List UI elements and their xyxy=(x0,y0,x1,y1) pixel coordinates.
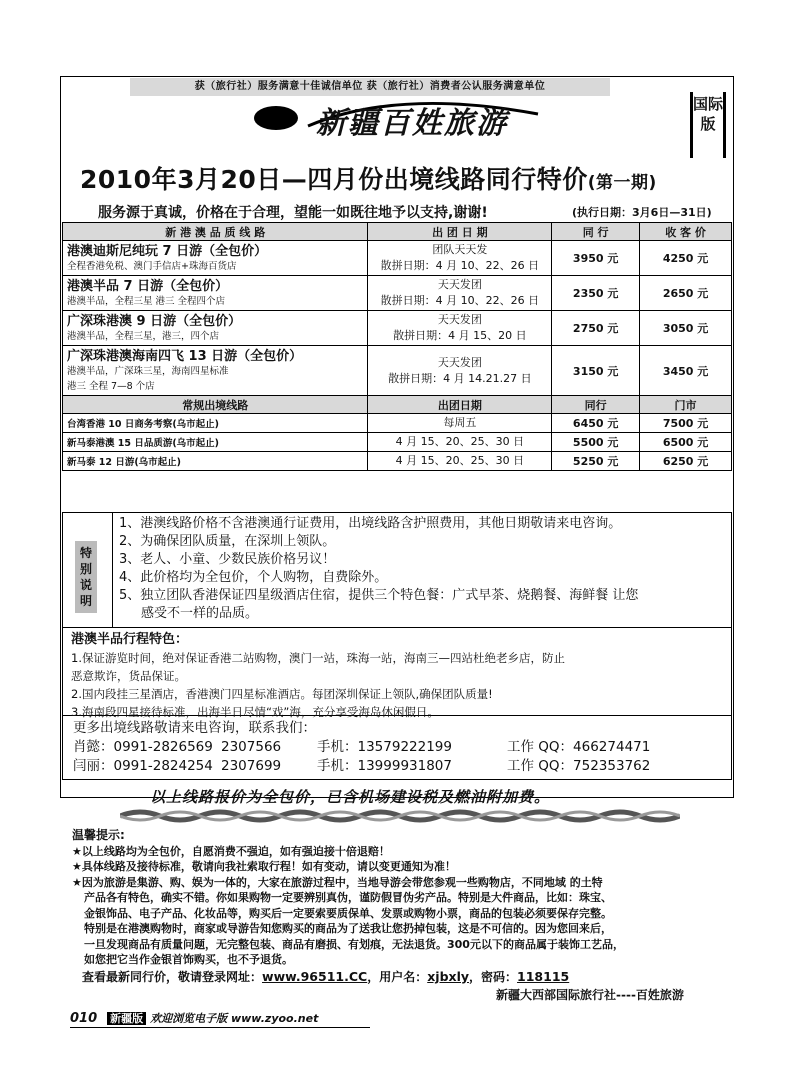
departure-dates: 4 月 15、20、25、30 日 xyxy=(368,452,552,471)
username-label: ，用户名： xyxy=(367,970,428,984)
col-header-route: 新 港 澳 品 质 线 路 xyxy=(63,223,368,241)
col-header-retail: 收 客 价 xyxy=(640,223,732,241)
route-detail: 港澳半品，广深珠三星，海南四星标准 xyxy=(67,366,229,377)
departure-dates: 散拼日期：4 月 10、22、26 日 xyxy=(380,259,540,272)
password-label: ，密码： xyxy=(469,970,518,984)
col-header-date: 出 团 日 期 xyxy=(368,223,552,241)
list-item: 1、港澳线路价格不含港澳通行证费用，出境线路含护照费用，其他日期敬请来电咨询。 xyxy=(119,516,622,531)
website-prefix: 查看最新同行价，敬请登录网址： xyxy=(82,970,263,984)
title-text: 2010年3月20日—四月份出境线路同行特价 xyxy=(80,165,588,194)
tip-line: 一旦发现商品有质量问题，无完整包装、商品有磨损、有划痕，无法退货。300元以下的商品属于装饰工艺品， xyxy=(84,937,624,951)
departure-dates: 4 月 15、20、25、30 日 xyxy=(368,433,552,452)
route-detail: 港澳半品，全程三星，港三，四个店 xyxy=(67,331,220,342)
page-footer xyxy=(70,1010,370,1028)
route-name: 港澳半品 7 日游（全包价） xyxy=(67,279,229,294)
retail-price: 4250 元 xyxy=(640,241,732,276)
edition-badge: 国际版 xyxy=(690,92,726,158)
departure-dates: 散拼日期：4 月 10、22、26 日 xyxy=(380,294,540,307)
logo-emblem-icon xyxy=(254,106,298,130)
list-item: 4、此价格均为全包价，个人购物，自费除外。 xyxy=(119,570,388,585)
feature-line: 2.国内段挂三星酒店，香港澳门四星标准酒店。每团深圳保证上领队,确保团队质量! xyxy=(71,687,493,701)
retail-price: 3050 元 xyxy=(640,311,732,346)
contact-mobile: 手机：13579222199 xyxy=(317,739,452,755)
logo-text: 新疆百姓旅游 xyxy=(316,106,508,141)
retail-price: 3450 元 xyxy=(640,346,732,396)
issue-number: (第一期) xyxy=(587,173,657,193)
contact-ext: 2307566 xyxy=(221,739,282,755)
contact-qq: 工作 QQ：466274471 xyxy=(507,739,651,755)
peer-price: 3150 元 xyxy=(552,346,640,396)
departure-dates: 散拼日期：4 月 14.21.27 日 xyxy=(388,371,532,385)
contact-ext: 2307699 xyxy=(221,758,282,774)
route-detail: 全程香港免税、澳门手信店+珠海百货店 xyxy=(67,261,237,272)
route-name: 广深珠港澳 9 日游（全包价） xyxy=(67,314,242,329)
table-row xyxy=(63,414,732,433)
departure-note: 天天发团 xyxy=(437,355,482,369)
route-name: 广深珠港澳海南四飞 13 日游（全包价） xyxy=(67,349,303,364)
departure-dates: 散拼日期：4 月 15、20 日 xyxy=(393,329,527,342)
table-row xyxy=(63,346,732,396)
website-link[interactable]: www.96511.CC xyxy=(262,969,368,984)
retail-price: 6500 元 xyxy=(640,433,732,452)
col-header-route: 常规出境线路 xyxy=(63,396,368,414)
award-banner: 获（旅行社）服务满意十佳诚信单位 获（旅行社）消费者公认服务满意单位 xyxy=(130,78,610,96)
tip-line: ★具体线路及接待标准，敬请向我社索取行程！如有变动，请以变更通知为准！ xyxy=(72,860,456,873)
retail-price: 2650 元 xyxy=(640,276,732,311)
execution-date: (执行日期：3月6日—31日) xyxy=(572,206,712,219)
contact-section xyxy=(62,716,732,780)
departure-note: 天天发团 xyxy=(437,278,482,291)
contact-name-phone: 肖懿：0991-2826569 xyxy=(73,739,213,755)
col-header-retail: 门市 xyxy=(640,396,732,414)
peer-price: 3950 元 xyxy=(552,241,640,276)
website-line xyxy=(82,968,569,985)
features-title: 港澳半品行程特色： xyxy=(71,632,189,647)
route-name: 港澳迪斯尼纯玩 7 日游（全包价） xyxy=(67,244,268,259)
notes-list xyxy=(119,515,729,623)
col-header-date: 出团日期 xyxy=(368,396,552,414)
password-value: 118115 xyxy=(517,969,570,984)
col-header-peer: 同 行 xyxy=(552,223,640,241)
table-header-row xyxy=(63,396,732,414)
contact-row xyxy=(73,757,721,776)
slogan: 服务源于真诚，价格在于合理，望能一如既往地予以支持,谢谢! xyxy=(98,205,488,221)
table-row xyxy=(63,276,732,311)
departure-dates: 每周五 xyxy=(368,414,552,433)
tip-line: ★以上线路均为全包价，自愿消费不强迫，如有强迫接十倍退赔！ xyxy=(72,844,390,858)
features-section xyxy=(62,628,732,719)
list-item: 感受不一样的品质。 xyxy=(141,606,259,621)
agency-name: 新疆大西部国际旅行社----百姓旅游 xyxy=(496,988,684,1002)
feature-line: 3.海南段四星接待标准，出海半日尽情“戏”海，充分享受海岛休闲假日。 xyxy=(71,705,439,719)
table-row xyxy=(63,433,732,452)
price-tagline: 以上线路报价为全包价，已含机场建设税及燃油附加费。 xyxy=(150,788,551,806)
feature-line: 1.保证游览时间，绝对保证香港二站购物，澳门一站，珠海一站，海南三—四站杜绝老乡店，防止 xyxy=(71,651,565,665)
notes-header xyxy=(63,513,113,627)
page-title xyxy=(80,160,740,196)
retail-price: 7500 元 xyxy=(640,414,732,433)
tip-line: 特别是在港澳购物时，商家或导游告知您购买的商品为了送我让您扔掉包装，这是不可信的。因为您回来后， xyxy=(84,922,612,935)
tips-section xyxy=(72,828,732,968)
peer-price: 2350 元 xyxy=(552,276,640,311)
tip-line: 金银饰品、电子产品、化妆品等，购买后一定要索要质保单、发票或购物小票，商品的包装必须要保存完整。 xyxy=(84,906,612,920)
table-row xyxy=(63,452,732,471)
route-name: 新马泰港澳 15 日品质游(乌市起止) xyxy=(63,433,368,452)
footer-text: 欢迎浏览电子版 www.zyoo.net xyxy=(150,1012,319,1025)
tip-line: ★因为旅游是集游、购、娱为一体的，大家在旅游过程中，当地导游会带您参观一些购物店，不同地域 的土特 xyxy=(72,875,603,889)
departure-note: 天天发团 xyxy=(437,313,482,326)
route-detail-extra: 港三 全程 7—8 个店 xyxy=(67,381,155,392)
list-item: 3、老人、小童、少数民族价格另议！ xyxy=(119,552,336,567)
tips-heading: 温馨提示: xyxy=(72,828,125,842)
tip-line: 产品各有特色，确实不错。你如果购物一定要辨别真伪，谨防假冒伪劣产品。特别是大件商品，比如：珠宝、 xyxy=(84,891,612,904)
peer-price: 5500 元 xyxy=(552,433,640,452)
retail-price: 6250 元 xyxy=(640,452,732,471)
contact-name-phone: 闫丽：0991-2824254 xyxy=(73,758,213,774)
route-name: 新马泰 12 日游(乌市起止) xyxy=(63,452,368,471)
special-notes xyxy=(62,512,732,628)
contact-row xyxy=(73,738,721,757)
departure-note: 团队天天发 xyxy=(432,243,488,256)
page-number: 010 xyxy=(70,1011,98,1026)
notes-label: 特别说明 xyxy=(75,541,97,613)
col-header-peer: 同行 xyxy=(552,396,640,414)
peer-price: 5250 元 xyxy=(552,452,640,471)
contact-mobile: 手机：13999931807 xyxy=(317,758,452,774)
price-table xyxy=(62,222,732,471)
table-row xyxy=(63,311,732,346)
table-row xyxy=(63,241,732,276)
list-item: 2、为确保团队质量，在深圳上领队。 xyxy=(119,534,336,549)
contact-qq: 工作 QQ：752353762 xyxy=(507,758,651,774)
list-item: 5、独立团队香港保证四星级酒店住宿，提供三个特色餐：广式早茶、烧鹅餐、海鲜餐 让您 xyxy=(119,588,639,603)
peer-price: 6450 元 xyxy=(552,414,640,433)
route-name: 台湾香港 10 日商务考察(乌市起止) xyxy=(63,414,368,433)
tip-line: 如您把它当作金银首饰购买，也不予退货。 xyxy=(84,953,293,966)
vine-divider-icon xyxy=(120,808,680,824)
feature-line: 恶意欺诈，货品保证。 xyxy=(71,669,186,683)
username-value: xjbxly xyxy=(427,969,470,984)
route-detail: 港澳半品，全程三星 港三 全程四个店 xyxy=(67,296,226,307)
contact-intro: 更多出境线路敬请来电咨询，联系我们： xyxy=(73,720,316,736)
table-header-row xyxy=(63,223,732,241)
peer-price: 2750 元 xyxy=(552,311,640,346)
edition-tag: 新疆版 xyxy=(107,1012,146,1025)
